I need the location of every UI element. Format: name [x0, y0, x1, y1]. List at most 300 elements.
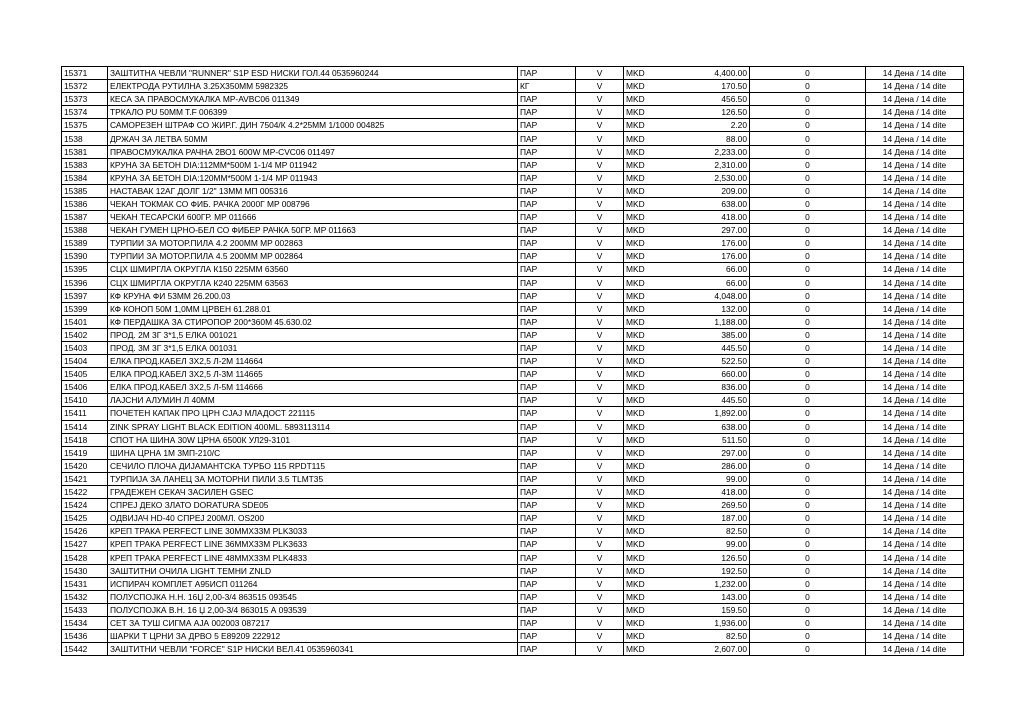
v-cell: V: [576, 420, 624, 433]
price-cell: 1,232.00: [664, 577, 750, 590]
item-code-cell: 15401: [62, 315, 108, 328]
item-code-cell: 15396: [62, 276, 108, 289]
item-name-cell: ПРОД. 2М 3Г 3*1,5 ЕЛКА 001021: [108, 328, 518, 341]
unit-cell: ПАР: [518, 106, 576, 119]
currency-cell: MKD: [624, 289, 664, 302]
unit-cell: ПАР: [518, 145, 576, 158]
table-row: [62, 263, 964, 276]
delivery-cell: 14 Дена / 14 dite: [866, 525, 964, 538]
item-name-cell: ПОЛУСПОЈКА В.Н. 16 Џ 2,00-3/4 863015 А 093539: [108, 603, 518, 616]
v-cell: V: [576, 394, 624, 407]
price-cell: 126.50: [664, 551, 750, 564]
item-code-cell: 15427: [62, 538, 108, 551]
unit-cell: ПАР: [518, 407, 576, 420]
price-cell: 4,400.00: [664, 67, 750, 80]
table-row: [62, 197, 964, 210]
currency-cell: MKD: [624, 381, 664, 394]
price-cell: 2,310.00: [664, 158, 750, 171]
delivery-cell: 14 Дена / 14 dite: [866, 420, 964, 433]
unit-cell: ПАР: [518, 577, 576, 590]
quantity-cell: 0: [750, 630, 866, 643]
currency-cell: MKD: [624, 197, 664, 210]
currency-cell: MKD: [624, 93, 664, 106]
quantity-cell: 0: [750, 145, 866, 158]
delivery-cell: 14 Дена / 14 dite: [866, 381, 964, 394]
unit-cell: ПАР: [518, 630, 576, 643]
currency-cell: MKD: [624, 564, 664, 577]
price-cell: 269.50: [664, 499, 750, 512]
table-row: [62, 355, 964, 368]
v-cell: V: [576, 106, 624, 119]
quantity-cell: 0: [750, 93, 866, 106]
currency-cell: MKD: [624, 276, 664, 289]
price-cell: 1,188.00: [664, 315, 750, 328]
unit-cell: ПАР: [518, 184, 576, 197]
delivery-cell: 14 Дена / 14 dite: [866, 368, 964, 381]
item-name-cell: ЕЛЕКТРОДА РУТИЛНА 3.25Х350ММ 5982325: [108, 80, 518, 93]
table-row: [62, 158, 964, 171]
item-code-cell: 15397: [62, 289, 108, 302]
price-cell: 638.00: [664, 197, 750, 210]
quantity-cell: 0: [750, 577, 866, 590]
currency-cell: MKD: [624, 433, 664, 446]
unit-cell: ПАР: [518, 433, 576, 446]
delivery-cell: 14 Дена / 14 dite: [866, 590, 964, 603]
quantity-cell: 0: [750, 276, 866, 289]
item-code-cell: 15426: [62, 525, 108, 538]
table-row: [62, 525, 964, 538]
table-row: [62, 512, 964, 525]
quantity-cell: 0: [750, 224, 866, 237]
delivery-cell: 14 Дена / 14 dite: [866, 328, 964, 341]
unit-cell: ПАР: [518, 472, 576, 485]
quantity-cell: 0: [750, 315, 866, 328]
unit-cell: ПАР: [518, 119, 576, 132]
delivery-cell: 14 Дена / 14 dite: [866, 184, 964, 197]
item-code-cell: 15403: [62, 341, 108, 354]
currency-cell: MKD: [624, 315, 664, 328]
unit-cell: ПАР: [518, 328, 576, 341]
item-code-cell: 15433: [62, 603, 108, 616]
quantity-cell: 0: [750, 211, 866, 224]
quantity-cell: 0: [750, 564, 866, 577]
quantity-cell: 0: [750, 237, 866, 250]
currency-cell: MKD: [624, 577, 664, 590]
v-cell: V: [576, 525, 624, 538]
unit-cell: ПАР: [518, 276, 576, 289]
currency-cell: MKD: [624, 250, 664, 263]
delivery-cell: 14 Дена / 14 dite: [866, 158, 964, 171]
delivery-cell: 14 Дена / 14 dite: [866, 289, 964, 302]
item-code-cell: 15424: [62, 499, 108, 512]
price-cell: 209.00: [664, 184, 750, 197]
item-code-cell: 15387: [62, 211, 108, 224]
item-name-cell: СЕЧИЛО ПЛОЧА ДИЈАМАНТСКА ТУРБО 115 RPDT115: [108, 459, 518, 472]
table-row: [62, 80, 964, 93]
quantity-cell: 0: [750, 603, 866, 616]
table-row: [62, 250, 964, 263]
item-code-cell: 15422: [62, 486, 108, 499]
item-name-cell: СПРЕЈ ДЕКО ЗЛАТО DORATURA SDE05: [108, 499, 518, 512]
quantity-cell: 0: [750, 512, 866, 525]
table-row: [62, 237, 964, 250]
price-cell: 660.00: [664, 368, 750, 381]
v-cell: V: [576, 472, 624, 485]
price-list-sheet: [61, 66, 963, 656]
currency-cell: MKD: [624, 132, 664, 145]
item-name-cell: КФ ПЕРДАШКА ЗА СТИРОПОР 200*360М 45.630.02: [108, 315, 518, 328]
delivery-cell: 14 Дена / 14 dite: [866, 145, 964, 158]
quantity-cell: 0: [750, 446, 866, 459]
v-cell: V: [576, 145, 624, 158]
unit-cell: ПАР: [518, 420, 576, 433]
v-cell: V: [576, 224, 624, 237]
delivery-cell: 14 Дена / 14 dite: [866, 197, 964, 210]
item-code-cell: 15432: [62, 590, 108, 603]
item-code-cell: 15386: [62, 197, 108, 210]
v-cell: V: [576, 564, 624, 577]
delivery-cell: 14 Дена / 14 dite: [866, 106, 964, 119]
v-cell: V: [576, 355, 624, 368]
price-cell: 159.50: [664, 603, 750, 616]
v-cell: V: [576, 119, 624, 132]
item-code-cell: 15383: [62, 158, 108, 171]
v-cell: V: [576, 263, 624, 276]
quantity-cell: 0: [750, 486, 866, 499]
quantity-cell: 0: [750, 420, 866, 433]
table-row: [62, 446, 964, 459]
price-cell: 88.00: [664, 132, 750, 145]
item-code-cell: 15436: [62, 630, 108, 643]
item-name-cell: САМОРЕЗЕН ШТРАФ СО ЖИР.Г. ДИН 7504/К 4.2*25ММ 1/1000 004825: [108, 119, 518, 132]
currency-cell: MKD: [624, 158, 664, 171]
unit-cell: ПАР: [518, 616, 576, 629]
v-cell: V: [576, 538, 624, 551]
quantity-cell: 0: [750, 80, 866, 93]
price-cell: 297.00: [664, 224, 750, 237]
item-code-cell: 15434: [62, 616, 108, 629]
quantity-cell: 0: [750, 433, 866, 446]
delivery-cell: 14 Дена / 14 dite: [866, 341, 964, 354]
v-cell: V: [576, 197, 624, 210]
delivery-cell: 14 Дена / 14 dite: [866, 93, 964, 106]
delivery-cell: 14 Дена / 14 dite: [866, 302, 964, 315]
item-name-cell: ГРАДЕЖЕН СЕКАЧ ЗАСИЛЕН GSEC: [108, 486, 518, 499]
item-name-cell: ПРАВОСМУКАЛКА РАЧНА 2ВО1 600W MP-CVC06 011497: [108, 145, 518, 158]
currency-cell: MKD: [624, 224, 664, 237]
price-cell: 143.00: [664, 590, 750, 603]
item-code-cell: 15390: [62, 250, 108, 263]
item-name-cell: ЗАШТИТНИ ОЧИЛА LIGHT ТЕМНИ ZNLD: [108, 564, 518, 577]
table-row: [62, 420, 964, 433]
currency-cell: MKD: [624, 328, 664, 341]
item-code-cell: 15372: [62, 80, 108, 93]
quantity-cell: 0: [750, 171, 866, 184]
delivery-cell: 14 Дена / 14 dite: [866, 119, 964, 132]
v-cell: V: [576, 459, 624, 472]
unit-cell: ПАР: [518, 211, 576, 224]
v-cell: V: [576, 643, 624, 656]
item-code-cell: 15404: [62, 355, 108, 368]
item-code-cell: 15410: [62, 394, 108, 407]
quantity-cell: 0: [750, 538, 866, 551]
table-row: [62, 486, 964, 499]
item-code-cell: 15419: [62, 446, 108, 459]
price-cell: 170.50: [664, 80, 750, 93]
table-row: [62, 433, 964, 446]
v-cell: V: [576, 171, 624, 184]
table-row: [62, 551, 964, 564]
item-code-cell: 15371: [62, 67, 108, 80]
quantity-cell: 0: [750, 67, 866, 80]
table-row: [62, 145, 964, 158]
table-row: [62, 119, 964, 132]
item-code-cell: 15402: [62, 328, 108, 341]
item-name-cell: СЦХ ШМИРГЛА ОКРУГЛА К150 225ММ 63560: [108, 263, 518, 276]
currency-cell: MKD: [624, 394, 664, 407]
unit-cell: ПАР: [518, 486, 576, 499]
price-cell: 99.00: [664, 472, 750, 485]
item-name-cell: ТУРПИЈА ЗА ЛАНЕЦ ЗА МОТОРНИ ПИЛИ 3.5 TLMT35: [108, 472, 518, 485]
unit-cell: ПАР: [518, 171, 576, 184]
item-name-cell: ЕЛКА ПРОД.КАБЕЛ 3Х2,5 Л-5М 114666: [108, 381, 518, 394]
table-row: [62, 499, 964, 512]
currency-cell: MKD: [624, 237, 664, 250]
currency-cell: MKD: [624, 472, 664, 485]
quantity-cell: 0: [750, 616, 866, 629]
item-name-cell: ЗАШТИТНА ЧЕВЛИ "RUNNER" S1P ESD НИСКИ ГОЛ.44 0535960244: [108, 67, 518, 80]
currency-cell: MKD: [624, 119, 664, 132]
item-name-cell: ЛАЈСНИ АЛУМИН Л 40ММ: [108, 394, 518, 407]
price-list-table: [61, 66, 964, 656]
delivery-cell: 14 Дена / 14 dite: [866, 250, 964, 263]
item-name-cell: ЕЛКА ПРОД.КАБЕЛ 3Х2,5 Л-2М 114664: [108, 355, 518, 368]
unit-cell: ПАР: [518, 197, 576, 210]
table-row: [62, 577, 964, 590]
quantity-cell: 0: [750, 341, 866, 354]
item-name-cell: КЕСА ЗА ПРАВОСМУКАЛКА MP-AVBC06 011349: [108, 93, 518, 106]
unit-cell: ПАР: [518, 93, 576, 106]
price-cell: 132.00: [664, 302, 750, 315]
item-code-cell: 15428: [62, 551, 108, 564]
table-row: [62, 643, 964, 656]
item-name-cell: ДРЖАЧ ЗА ЛЕТВА 50ММ: [108, 132, 518, 145]
table-row: [62, 184, 964, 197]
unit-cell: ПАР: [518, 224, 576, 237]
delivery-cell: 14 Дена / 14 dite: [866, 538, 964, 551]
unit-cell: ПАР: [518, 67, 576, 80]
quantity-cell: 0: [750, 499, 866, 512]
quantity-cell: 0: [750, 328, 866, 341]
delivery-cell: 14 Дена / 14 dite: [866, 211, 964, 224]
delivery-cell: 14 Дена / 14 dite: [866, 616, 964, 629]
v-cell: V: [576, 368, 624, 381]
delivery-cell: 14 Дена / 14 dite: [866, 355, 964, 368]
unit-cell: ПАР: [518, 603, 576, 616]
price-cell: 638.00: [664, 420, 750, 433]
item-code-cell: 15414: [62, 420, 108, 433]
item-name-cell: ТУРПИИ ЗА МОТОР.ПИЛА 4.2 200ММ MP 002863: [108, 237, 518, 250]
delivery-cell: 14 Дена / 14 dite: [866, 512, 964, 525]
currency-cell: MKD: [624, 525, 664, 538]
v-cell: V: [576, 276, 624, 289]
unit-cell: ПАР: [518, 263, 576, 276]
table-row: [62, 630, 964, 643]
quantity-cell: 0: [750, 525, 866, 538]
currency-cell: MKD: [624, 616, 664, 629]
table-row: [62, 368, 964, 381]
unit-cell: ПАР: [518, 237, 576, 250]
table-row: [62, 407, 964, 420]
table-row: [62, 564, 964, 577]
item-code-cell: 1538: [62, 132, 108, 145]
delivery-cell: 14 Дена / 14 dite: [866, 407, 964, 420]
item-code-cell: 15430: [62, 564, 108, 577]
quantity-cell: 0: [750, 263, 866, 276]
v-cell: V: [576, 486, 624, 499]
price-cell: 82.50: [664, 630, 750, 643]
quantity-cell: 0: [750, 407, 866, 420]
unit-cell: ПАР: [518, 590, 576, 603]
unit-cell: ПАР: [518, 499, 576, 512]
item-name-cell: ПРОД. 3М 3Г 3*1,5 ЕЛКА 001031: [108, 341, 518, 354]
delivery-cell: 14 Дена / 14 dite: [866, 459, 964, 472]
v-cell: V: [576, 341, 624, 354]
delivery-cell: 14 Дена / 14 dite: [866, 577, 964, 590]
item-code-cell: 15442: [62, 643, 108, 656]
delivery-cell: 14 Дена / 14 dite: [866, 603, 964, 616]
v-cell: V: [576, 381, 624, 394]
quantity-cell: 0: [750, 643, 866, 656]
currency-cell: MKD: [624, 184, 664, 197]
v-cell: V: [576, 80, 624, 93]
v-cell: V: [576, 93, 624, 106]
v-cell: V: [576, 132, 624, 145]
delivery-cell: 14 Дена / 14 dite: [866, 564, 964, 577]
delivery-cell: 14 Дена / 14 dite: [866, 643, 964, 656]
quantity-cell: 0: [750, 368, 866, 381]
currency-cell: MKD: [624, 171, 664, 184]
delivery-cell: 14 Дена / 14 dite: [866, 276, 964, 289]
table-row: [62, 328, 964, 341]
currency-cell: MKD: [624, 459, 664, 472]
price-cell: 187.00: [664, 512, 750, 525]
item-name-cell: ИСПИРАЧ КОМПЛЕТ А95ИСП 011264: [108, 577, 518, 590]
item-name-cell: КРЕП ТРАКА PERFECT LINE 30MMX33M PLK3033: [108, 525, 518, 538]
quantity-cell: 0: [750, 590, 866, 603]
currency-cell: MKD: [624, 211, 664, 224]
delivery-cell: 14 Дена / 14 dite: [866, 237, 964, 250]
price-cell: 66.00: [664, 276, 750, 289]
price-cell: 297.00: [664, 446, 750, 459]
item-name-cell: ПОЛУСПОЈКА Н.Н. 16Џ 2,00-3/4 863515 093545: [108, 590, 518, 603]
unit-cell: ПАР: [518, 132, 576, 145]
table-row: [62, 315, 964, 328]
table-row: [62, 106, 964, 119]
v-cell: V: [576, 250, 624, 263]
quantity-cell: 0: [750, 381, 866, 394]
unit-cell: КГ: [518, 80, 576, 93]
unit-cell: ПАР: [518, 289, 576, 302]
table-row: [62, 341, 964, 354]
price-cell: 2,233.00: [664, 145, 750, 158]
item-name-cell: ТРКАЛО PU 50MM T.F 006399: [108, 106, 518, 119]
quantity-cell: 0: [750, 184, 866, 197]
table-row: [62, 381, 964, 394]
unit-cell: ПАР: [518, 302, 576, 315]
delivery-cell: 14 Дена / 14 dite: [866, 486, 964, 499]
delivery-cell: 14 Дена / 14 dite: [866, 446, 964, 459]
unit-cell: ПАР: [518, 355, 576, 368]
unit-cell: ПАР: [518, 315, 576, 328]
v-cell: V: [576, 630, 624, 643]
price-cell: 2,607.00: [664, 643, 750, 656]
currency-cell: MKD: [624, 538, 664, 551]
price-cell: 511.50: [664, 433, 750, 446]
delivery-cell: 14 Дена / 14 dite: [866, 551, 964, 564]
item-name-cell: ZINK SPRAY LIGHT BLACK EDITION 400ML. 5893113114: [108, 420, 518, 433]
item-code-cell: 15381: [62, 145, 108, 158]
v-cell: V: [576, 289, 624, 302]
table-row: [62, 302, 964, 315]
table-row: [62, 67, 964, 80]
delivery-cell: 14 Дена / 14 dite: [866, 224, 964, 237]
currency-cell: MKD: [624, 590, 664, 603]
unit-cell: ПАР: [518, 512, 576, 525]
item-code-cell: 15374: [62, 106, 108, 119]
price-cell: 1,936.00: [664, 616, 750, 629]
unit-cell: ПАР: [518, 394, 576, 407]
price-cell: 286.00: [664, 459, 750, 472]
currency-cell: MKD: [624, 341, 664, 354]
v-cell: V: [576, 590, 624, 603]
price-cell: 4,048.00: [664, 289, 750, 302]
price-cell: 99.00: [664, 538, 750, 551]
price-cell: 445.50: [664, 394, 750, 407]
quantity-cell: 0: [750, 302, 866, 315]
price-cell: 66.00: [664, 263, 750, 276]
price-cell: 456.50: [664, 93, 750, 106]
price-cell: 82.50: [664, 525, 750, 538]
v-cell: V: [576, 328, 624, 341]
quantity-cell: 0: [750, 106, 866, 119]
quantity-cell: 0: [750, 197, 866, 210]
table-row: [62, 132, 964, 145]
v-cell: V: [576, 315, 624, 328]
currency-cell: MKD: [624, 446, 664, 459]
price-cell: 176.00: [664, 237, 750, 250]
currency-cell: MKD: [624, 368, 664, 381]
item-code-cell: 15418: [62, 433, 108, 446]
item-name-cell: ШИНА ЦРНА 1М 3МП-210/С: [108, 446, 518, 459]
delivery-cell: 14 Дена / 14 dite: [866, 132, 964, 145]
v-cell: V: [576, 603, 624, 616]
table-row: [62, 93, 964, 106]
v-cell: V: [576, 211, 624, 224]
delivery-cell: 14 Дена / 14 dite: [866, 499, 964, 512]
table-row: [62, 211, 964, 224]
item-name-cell: ЗАШТИТНИ ЧЕВЛИ "FORCE" S1P НИСКИ ВЕЛ.41 0535960341: [108, 643, 518, 656]
price-cell: 2.20: [664, 119, 750, 132]
quantity-cell: 0: [750, 158, 866, 171]
delivery-cell: 14 Дена / 14 dite: [866, 394, 964, 407]
item-name-cell: ЕЛКА ПРОД.КАБЕЛ 3Х2,5 Л-3М 114665: [108, 368, 518, 381]
table-row: [62, 538, 964, 551]
unit-cell: ПАР: [518, 525, 576, 538]
quantity-cell: 0: [750, 355, 866, 368]
price-cell: 385.00: [664, 328, 750, 341]
delivery-cell: 14 Дена / 14 dite: [866, 171, 964, 184]
